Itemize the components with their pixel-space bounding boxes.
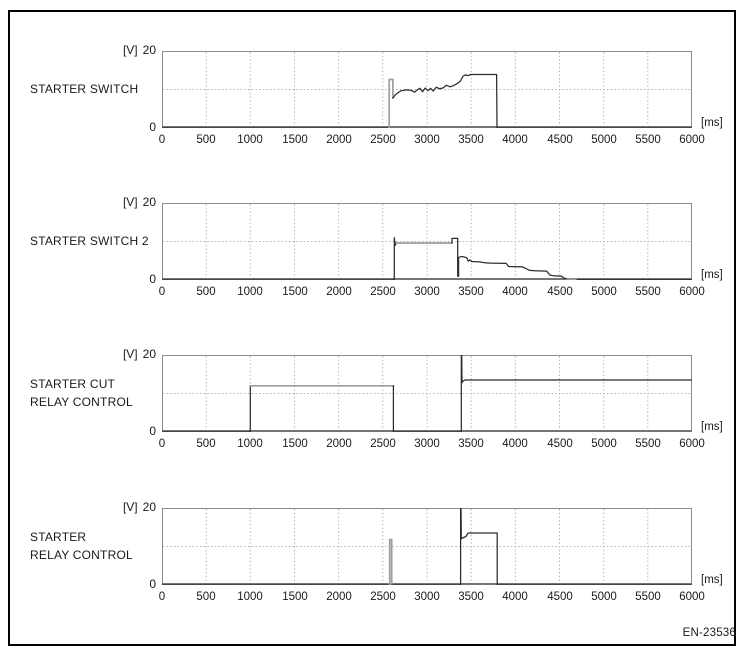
y-axis-unit: [V] (122, 347, 138, 361)
signal-label (30, 232, 160, 250)
x-tick-label: 1500 (282, 134, 308, 146)
x-tick-label: 2500 (370, 438, 396, 450)
plot-area (162, 51, 692, 128)
x-tick-label: 1500 (282, 438, 308, 450)
chart-starter-switch-2 (0, 195, 747, 303)
x-tick-label: 3000 (414, 134, 440, 146)
waveform-plot (162, 51, 692, 128)
x-tick-label: 5000 (591, 438, 617, 450)
x-tick-label: 3000 (414, 286, 440, 298)
x-tick-label: 1000 (237, 134, 263, 146)
trace-segment-fade-tail (567, 279, 577, 280)
trace-segment-narrow-pulse (390, 540, 392, 585)
x-tick-label: 2500 (370, 134, 396, 146)
x-tick-label: 6000 (679, 438, 705, 450)
signal-label (30, 528, 160, 564)
plot-area (162, 508, 692, 585)
x-tick-label: 3500 (458, 134, 484, 146)
signal-label-line: RELAY CONTROL (30, 548, 133, 562)
x-tick-label: 2500 (370, 591, 396, 603)
x-axis-ticks (158, 134, 705, 148)
x-tick-label: 1000 (237, 591, 263, 603)
x-tick-label: 4000 (502, 134, 528, 146)
x-tick-label: 500 (196, 134, 216, 146)
x-tick-label: 0 (158, 286, 166, 298)
chart-starter-switch (0, 43, 747, 151)
waveform-plot (162, 508, 692, 585)
x-tick-label: 3000 (414, 438, 440, 450)
trace-segment-cranking-voltage (393, 75, 497, 129)
x-tick-label: 5500 (635, 438, 661, 450)
x-tick-label: 4500 (547, 438, 573, 450)
waveform-plot (162, 355, 692, 432)
x-axis-unit: [ms] (701, 421, 723, 433)
x-tick-label: 5500 (635, 591, 661, 603)
signal-label-line: STARTER CUT (30, 377, 116, 391)
y-axis-max-value: 20 (142, 43, 156, 57)
x-tick-label: 3500 (458, 286, 484, 298)
y-axis-min-label: 0 (149, 424, 156, 438)
signal-label (30, 80, 160, 98)
x-tick-label: 5000 (591, 286, 617, 298)
y-axis-max-value: 20 (142, 195, 156, 209)
y-axis-unit: [V] (122, 500, 138, 514)
y-axis-min-label: 0 (149, 577, 156, 591)
signal-label-line: STARTER SWITCH (30, 82, 139, 96)
x-tick-label: 500 (196, 286, 216, 298)
plot-area (162, 203, 692, 280)
x-axis-ticks (158, 591, 705, 605)
x-tick-label: 1500 (282, 286, 308, 298)
x-tick-label: 1000 (237, 438, 263, 450)
y-axis-unit: [V] (122, 195, 138, 209)
x-tick-label: 2500 (370, 286, 396, 298)
x-tick-label: 5500 (635, 286, 661, 298)
x-tick-label: 3500 (458, 591, 484, 603)
x-tick-label: 1000 (237, 286, 263, 298)
x-tick-label: 2000 (326, 134, 352, 146)
x-tick-label: 500 (196, 591, 216, 603)
x-tick-label: 5000 (591, 134, 617, 146)
x-tick-label: 4000 (502, 438, 528, 450)
x-tick-label: 5500 (635, 134, 661, 146)
x-tick-label: 3000 (414, 591, 440, 603)
y-axis-max-label (58, 347, 156, 361)
y-axis-min-label: 0 (149, 120, 156, 134)
figure-code: EN-23536 (682, 627, 736, 639)
signal-label-line: STARTER (30, 530, 87, 544)
trace-segment-baseline-pre (162, 238, 396, 280)
x-tick-label: 0 (158, 591, 166, 603)
x-tick-label: 4500 (547, 591, 573, 603)
x-axis-ticks (158, 438, 705, 452)
waveform-plot (162, 203, 692, 280)
y-axis-max-label (58, 195, 156, 209)
y-axis-max-label (58, 43, 156, 57)
signal-label-line: STARTER SWITCH 2 (30, 234, 149, 248)
x-tick-label: 4500 (547, 134, 573, 146)
x-tick-label: 4000 (502, 286, 528, 298)
y-axis-max-label (58, 500, 156, 514)
x-axis-unit: [ms] (701, 117, 723, 129)
x-tick-label: 4500 (547, 286, 573, 298)
x-tick-label: 0 (158, 438, 166, 450)
x-tick-label: 0 (158, 134, 166, 146)
trace-segment-step-and-decay (452, 238, 567, 278)
plot-area (162, 355, 692, 432)
x-tick-label: 4000 (502, 591, 528, 603)
x-tick-label: 2000 (326, 286, 352, 298)
x-tick-label: 6000 (679, 134, 705, 146)
x-tick-label: 6000 (679, 286, 705, 298)
x-tick-label: 500 (196, 438, 216, 450)
x-tick-label: 2000 (326, 591, 352, 603)
x-axis-unit: [ms] (701, 574, 723, 586)
y-axis-min-label: 0 (149, 272, 156, 286)
x-axis-ticks (158, 286, 705, 300)
signal-label-line: RELAY CONTROL (30, 395, 133, 409)
chart-starter-cut-relay-control (0, 347, 747, 455)
x-tick-label: 1500 (282, 591, 308, 603)
chart-starter-relay-control (0, 500, 747, 608)
x-tick-label: 3500 (458, 438, 484, 450)
x-axis-unit: [ms] (701, 269, 723, 281)
x-tick-label: 2000 (326, 438, 352, 450)
x-tick-label: 5000 (591, 591, 617, 603)
signal-label (30, 375, 160, 411)
y-axis-max-value: 20 (142, 347, 156, 361)
x-tick-label: 6000 (679, 591, 705, 603)
y-axis-max-value: 20 (142, 500, 156, 514)
trace-segment-key-pulse (389, 80, 393, 129)
y-axis-unit: [V] (122, 43, 138, 57)
